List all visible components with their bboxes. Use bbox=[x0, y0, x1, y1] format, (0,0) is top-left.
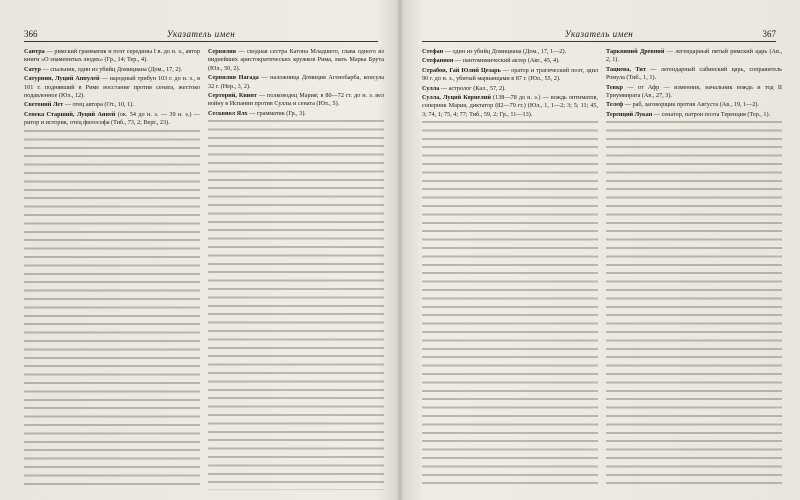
index-entry bbox=[606, 111, 782, 119]
index-entry bbox=[606, 66, 782, 83]
index-entry-term: Сулла bbox=[422, 84, 440, 92]
index-entry-term: Страбон, Гай Юлий Цезарь bbox=[422, 66, 501, 74]
index-entry bbox=[422, 48, 598, 56]
index-entry bbox=[422, 67, 598, 84]
index-entry-term: Стефан bbox=[422, 48, 444, 55]
index-entry-text: (138—78 до н. э.) — вождь оптиматов, соперник Мария, диктатор (82—79 гг.) (Юл., 1, 1—2; 3; 5; 11; 45, 3; 74, 1; 75, 4; 77; Тиб., 59, 2; Гр., 11—13). bbox=[422, 94, 598, 118]
right-page-number: 367 bbox=[762, 29, 776, 39]
left-page-number: 366 bbox=[24, 29, 38, 39]
index-entry-text: — народный трибун 103 г. до н. э., в 101 г. поднявший в Риме восстание против сената, жестоко подавленное (Юл., 12). bbox=[24, 75, 200, 100]
index-entry-term: Тевкр bbox=[606, 83, 623, 91]
index-entry-text: — от Афр — изменник, начальник вождь и тод II Триумвирата (Ав., 27, 3). bbox=[606, 83, 782, 100]
index-entry bbox=[208, 110, 384, 118]
index-text-continuation bbox=[422, 121, 598, 490]
index-entry bbox=[208, 74, 384, 91]
index-entry-text: (ок. 54 до н. э. — 39 н. э.) — ритор и историк, отец философа (Тиб., 73, 2; Верг., 23). bbox=[24, 110, 200, 127]
index-entry-text: — грамматик (Гр., 3). bbox=[247, 109, 306, 117]
index-entry-term: Сантра bbox=[24, 48, 45, 55]
index-entry bbox=[24, 111, 200, 128]
index-entry-text: — раб, заговорщик против Августа (Ав., 19, 1—2). bbox=[623, 101, 760, 109]
right-page bbox=[408, 0, 800, 500]
index-entry bbox=[422, 94, 598, 119]
index-entry bbox=[422, 85, 598, 93]
index-entry-text: — оратор и трагический поэт, эдил 90 г. до н. э., убитый марианцами в 87 г. (Юл., 55, 2). bbox=[422, 66, 598, 83]
left-page-column-2 bbox=[208, 48, 384, 490]
index-entry bbox=[208, 92, 384, 109]
index-entry-text: — один из убийц Домициана (Дом., 17, 1—2). bbox=[443, 48, 567, 55]
index-entry-text: — легендарный сабинский царь, соправитель Ромула (Тиб., 1, 1). bbox=[606, 65, 782, 82]
index-entry-term: Сесквиол Ялх bbox=[208, 109, 248, 117]
index-entry-term: Сенека Старший, Луций Анней bbox=[24, 110, 116, 118]
left-page-header bbox=[24, 28, 378, 42]
index-entry-term: Сулла, Луций Корнелий bbox=[422, 94, 491, 102]
index-entry-term: Сервилия bbox=[208, 48, 237, 55]
index-text-continuation bbox=[208, 120, 384, 490]
index-entry-text: — легендарный пятый римский царь (Ав., 2, 1). bbox=[606, 48, 782, 64]
right-running-title: Указатель имен bbox=[564, 29, 634, 39]
index-entry bbox=[24, 66, 200, 74]
index-entry-term: Сатур bbox=[24, 65, 41, 73]
index-entry-term: Сервилия Нагада bbox=[208, 74, 259, 82]
index-entry-text: — наложница Домиция Агенобарба, консула 32 г. (Нер., 3, 2). bbox=[208, 74, 384, 90]
index-entry bbox=[422, 57, 598, 65]
index-entry-term: Сатурнин, Луций Аппулей bbox=[24, 75, 100, 83]
index-text-continuation bbox=[606, 121, 782, 490]
index-entry-term: Телеф bbox=[606, 101, 624, 109]
left-running-title: Указатель имен bbox=[166, 29, 236, 39]
right-page-column-1 bbox=[422, 48, 598, 490]
right-page-column-2 bbox=[606, 48, 782, 490]
right-page-header bbox=[422, 28, 776, 42]
book-gutter bbox=[396, 0, 404, 500]
index-entry-text: — спальник, один из убийц Домициана (Дом., 17, 2). bbox=[40, 65, 183, 73]
index-entry-term: Тарквиний Древний bbox=[606, 48, 665, 55]
index-entry-term: Светоний Лет bbox=[24, 101, 64, 109]
index-entry bbox=[208, 48, 384, 73]
index-entry bbox=[24, 75, 200, 100]
left-page bbox=[0, 0, 392, 500]
index-entry bbox=[606, 101, 782, 109]
index-entry bbox=[24, 101, 200, 109]
index-entry-term: Тациева, Тит bbox=[606, 65, 646, 73]
index-entry bbox=[606, 84, 782, 101]
left-page-column-1 bbox=[24, 48, 200, 490]
index-entry-term: Серторий, Квинт bbox=[208, 92, 257, 100]
index-entry-text: — римский грамматик и поэт середины I в. до н. э., автор книги «О знаменитых людях» (Гр., 14; Тер., 4). bbox=[24, 48, 200, 64]
index-entry bbox=[24, 48, 200, 65]
index-entry-text: — сводная сестра Катона Младшего, глава одного из виднейших аристократических кружков Рима, мать Марка Брута (Юл., 50, 2). bbox=[208, 48, 384, 72]
index-entry-text: — астролог (Кал., 57, 2). bbox=[439, 84, 506, 92]
index-text-continuation bbox=[24, 130, 200, 490]
index-entry bbox=[606, 48, 782, 65]
index-entry-text: — отец автора (От., 10, 1). bbox=[63, 101, 134, 109]
index-entry-text: — сенатор, патрон поэта Теренция (Тер., 1). bbox=[652, 110, 771, 118]
index-entry-text: — полководец Мария; в 80—72 гг. до н. э. вел войну в Испании против Суллы и сената (Юл., 5). bbox=[208, 92, 384, 108]
index-entry-text: — пантомимический актер (Авг., 45, 4). bbox=[453, 57, 560, 65]
index-entry-term: Стефанион bbox=[422, 57, 454, 65]
index-entry-term: Теренций Лукан bbox=[606, 110, 653, 118]
